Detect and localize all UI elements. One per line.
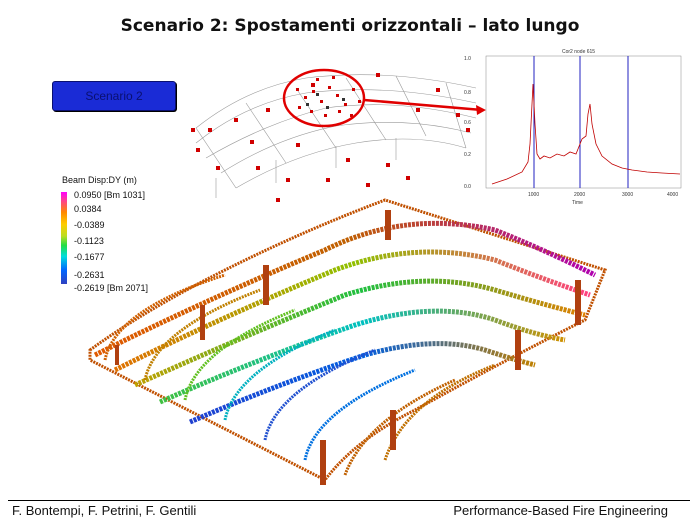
svg-text:Cor2 node 615: Cor2 node 615 xyxy=(562,49,596,55)
time-history-plot xyxy=(462,44,692,212)
legend-title: Beam Disp:DY (m) xyxy=(62,175,137,185)
footer-course: Performance-Based Fire Engineering xyxy=(453,503,668,518)
svg-text:1.0: 1.0 xyxy=(464,56,471,62)
svg-text:2000: 2000 xyxy=(574,192,586,198)
svg-text:0.8: 0.8 xyxy=(464,90,471,96)
legend-label: -0.2619 [Bm 2071] xyxy=(74,283,149,293)
slide-title: Scenario 2: Spostamenti orizzontali – lato lungo xyxy=(120,16,580,36)
legend-label: -0.2631 xyxy=(74,270,105,280)
legend-label: -0.0389 xyxy=(74,220,105,230)
deformed-structure-model xyxy=(85,190,615,490)
scenario-button[interactable]: Scenario 2 xyxy=(52,81,176,111)
legend-color-bar xyxy=(61,192,67,284)
svg-text:3000: 3000 xyxy=(622,192,634,198)
svg-text:0.6: 0.6 xyxy=(464,120,471,126)
svg-text:4000: 4000 xyxy=(667,192,679,198)
legend-label: 0.0384 xyxy=(74,204,102,214)
svg-text:0.2: 0.2 xyxy=(464,152,471,158)
footer-divider xyxy=(8,500,690,501)
svg-text:1000: 1000 xyxy=(528,192,540,198)
footer-authors: F. Bontempi, F. Petrini, F. Gentili xyxy=(12,503,197,518)
svg-text:0.0: 0.0 xyxy=(464,184,471,190)
legend-label: -0.1123 xyxy=(74,236,104,246)
svg-text:Time: Time xyxy=(572,200,583,206)
legend-label: 0.0950 [Bm 1031] xyxy=(74,190,146,200)
top-structure-model xyxy=(186,48,486,208)
legend-label: -0.1677 xyxy=(74,252,105,262)
